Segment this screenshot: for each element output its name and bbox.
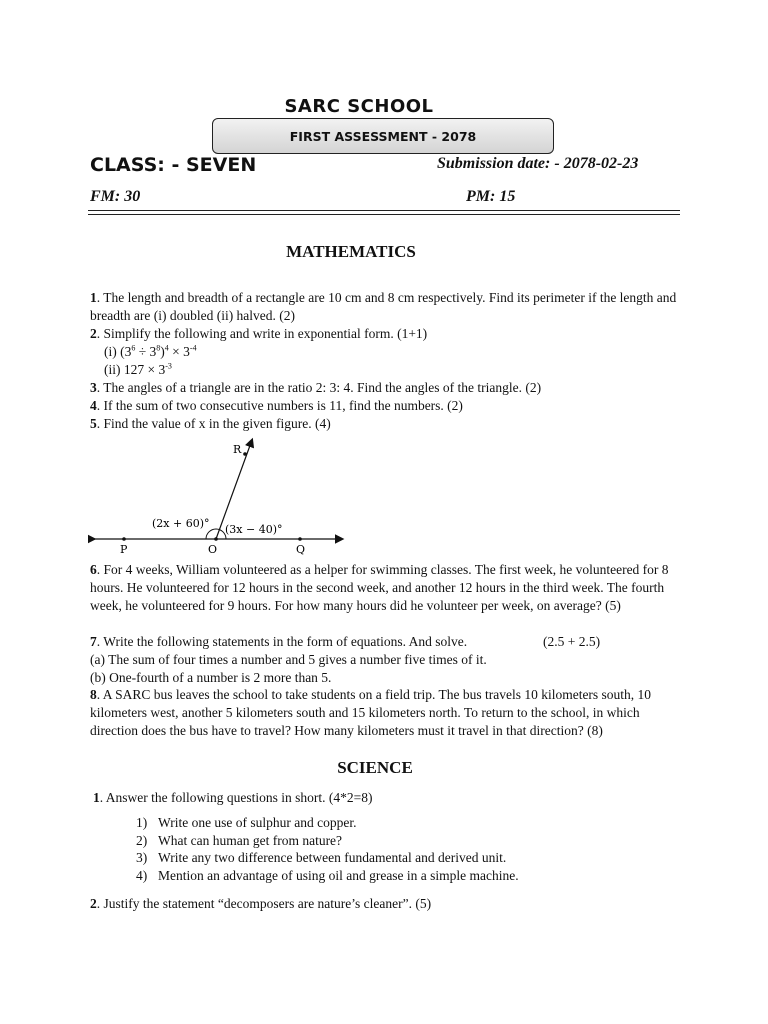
full-marks: FM: 30 [90, 188, 141, 205]
header-divider [88, 210, 680, 211]
question-number: 5 [90, 416, 97, 431]
pass-marks: PM: 15 [466, 188, 516, 205]
math-question-7-marks: (2.5 + 2.5) [543, 634, 601, 649]
question-text: . Answer the following questions in short. (4*2=8) [99, 790, 373, 805]
left-angle-label: (2x + 60)° [152, 517, 210, 530]
question-number: 1 [90, 290, 97, 305]
math-question-5 [90, 415, 331, 433]
header-divider-thin [88, 214, 680, 215]
question-number: 2 [90, 326, 97, 341]
science-question-2 [90, 895, 431, 913]
math-question-7-part-b: (b) One-fourth of a number is 2 more than 5. [90, 670, 332, 685]
science-heading: SCIENCE [337, 758, 413, 777]
math-question-7-part-a: (a) The sum of four times a number and 5 gives a number five times of it. [90, 652, 487, 667]
submission-date: Submission date: - 2078-02-23 [437, 155, 639, 172]
list-number: 3) [136, 850, 148, 865]
point-r [243, 452, 247, 456]
math-question-8 [90, 686, 680, 741]
point-q [298, 537, 302, 541]
exponent: 6 [131, 343, 136, 353]
point-p [122, 537, 126, 541]
question-text: . For 4 weeks, William volunteered as a helper for swimming classes. The first week, he volunteered for 8 hours. He volunteered for 12 hours in the second week, and another 12 hours in the third week. The fourth week, he volunteered for 9 hours. For how many hours did he volunteer per week, on average? (5) [90, 562, 669, 614]
list-number: 2) [136, 832, 148, 848]
school-name: SARC SCHOOL [284, 96, 434, 117]
question-number: 8 [90, 687, 97, 702]
label-q: Q [296, 543, 306, 556]
expr-part: × 3 [168, 344, 190, 359]
question-number: 2 [90, 896, 97, 911]
point-o [214, 537, 218, 541]
list-item [136, 832, 519, 850]
math-question-2-part-i [104, 343, 197, 361]
class-label: CLASS: - SEVEN [90, 154, 257, 176]
math-question-4 [90, 397, 463, 415]
question-text: . Justify the statement “decomposers are nature’s cleaner”. (5) [96, 896, 432, 911]
list-text: Write one use of sulphur and copper. [158, 815, 357, 830]
question-number: 4 [90, 398, 97, 413]
math-question-2 [90, 325, 427, 343]
right-angle-label: (3x − 40)° [225, 523, 283, 536]
list-item [136, 849, 519, 867]
label-p: P [120, 543, 128, 556]
question-text: . A SARC bus leaves the school to take students on a field trip. The bus travels 10 kilometers south, 10 kilometers west, another 5 kilometers south and 15 kilometers north. To return to the school, in which direction does the bus have to travel? How many kilometers must it travel in that direction? (8) [90, 687, 652, 739]
expr-part: ÷ 3 [135, 344, 157, 359]
math-question-7 [90, 633, 467, 651]
math-question-2-part-ii [104, 361, 172, 379]
question-text: . The length and breadth of a rectangle are 10 cm and 8 cm respectively. Find its perimeter if the length and breadth are (i) doubled (ii) halved. (2) [90, 290, 677, 324]
math-question-6 [90, 561, 680, 616]
question-text: . Find the value of x in the given figure. (4) [96, 416, 331, 431]
list-text: Write any two difference between fundamental and derived unit. [158, 850, 507, 865]
question-text: . If the sum of two consecutive numbers is 11, find the numbers. (2) [96, 398, 463, 413]
math-heading: MATHEMATICS [286, 242, 416, 261]
science-question-1 [93, 789, 372, 807]
assessment-banner [212, 118, 554, 154]
expr-part: (i) (3 [104, 344, 132, 359]
exponent: 4 [164, 343, 169, 353]
expr-part: ) [160, 344, 165, 359]
exponent: -4 [189, 343, 197, 353]
question-text: . The angles of a triangle are in the ratio 2: 3: 4. Find the angles of the triangle. (2) [96, 380, 542, 395]
question-text: . Write the following statements in the form of equations. And solve. [96, 634, 468, 649]
list-text: What can human get from nature? [158, 832, 343, 848]
expr-part: (ii) 127 × 3 [104, 362, 166, 377]
question-number: 7 [90, 634, 97, 649]
math-question-3 [90, 379, 541, 397]
question-number: 3 [90, 380, 97, 395]
angle-figure [88, 436, 348, 560]
label-o: O [208, 543, 218, 556]
question-text: . Simplify the following and write in exponential form. (1+1) [96, 326, 428, 341]
math-question-1 [90, 289, 680, 325]
list-number: 1) [136, 815, 148, 830]
list-number: 4) [136, 867, 148, 883]
list-text: Mention an advantage of using oil and grease in a simple machine. [158, 867, 519, 883]
science-question-1-list [136, 814, 519, 884]
question-number: 6 [90, 562, 97, 577]
exponent: 8 [156, 343, 161, 353]
assessment-title: FIRST ASSESSMENT - 2078 [289, 128, 477, 144]
label-r: R [233, 443, 242, 456]
list-item [136, 867, 519, 885]
exponent: -3 [165, 361, 172, 371]
question-number: 1 [93, 790, 100, 805]
list-item [136, 814, 519, 832]
